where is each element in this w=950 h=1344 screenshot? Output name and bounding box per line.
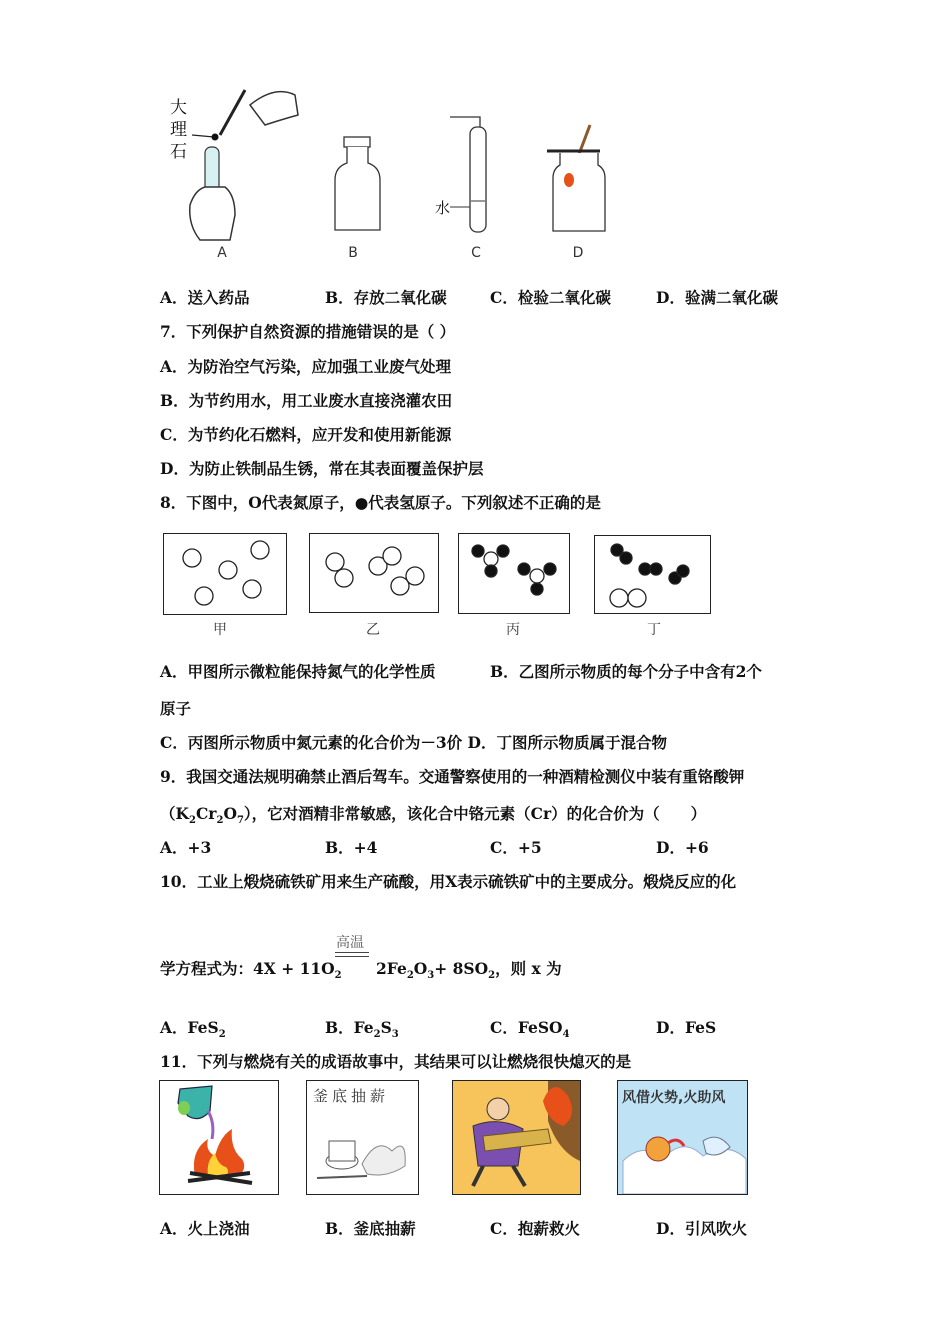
label-d: D xyxy=(572,245,584,261)
q8-stem: 8．下图中，O代表氮原子，●代表氢原子。下列叙述不正确的是 xyxy=(160,493,601,512)
apparatus-b-svg xyxy=(330,135,385,235)
apparatus-a-svg xyxy=(180,75,310,245)
label-b: B xyxy=(348,245,358,261)
box-label-ding: 丁 xyxy=(647,622,661,638)
label-marble: 大理石 xyxy=(170,98,187,162)
q9-stem-1: 9．我国交通法规明确禁止酒后驾车。交通警察使用的一种酒精检测仪中装有重铬酸钾 xyxy=(160,767,745,786)
q10-option-c[interactable]: C．FeSO$_4$ xyxy=(490,1018,570,1041)
molecule-bing-svg xyxy=(459,534,569,613)
picture-yinfeng-chuihuo xyxy=(617,1080,748,1195)
picture-baoxin-jiuhuo xyxy=(452,1080,581,1195)
q6-option-b[interactable]: B．存放二氧化碳 xyxy=(325,288,447,307)
q9-option-c[interactable]: C．+5 xyxy=(490,838,542,857)
q7-option-d[interactable]: D．为防止铁制品生锈，常在其表面覆盖保护层 xyxy=(160,459,484,478)
q10-option-a[interactable]: A．FeS$_2$ xyxy=(160,1018,226,1041)
q6-figure xyxy=(160,75,800,270)
q9-option-b[interactable]: B．+4 xyxy=(325,838,378,857)
box-label-jia: 甲 xyxy=(213,622,227,638)
q11-option-b[interactable]: B．釜底抽薪 xyxy=(325,1219,416,1238)
q11-stem: 11．下列与燃烧有关的成语故事中，其结果可以让燃烧很快熄灭的是 xyxy=(160,1052,632,1071)
box-label-bing: 丙 xyxy=(506,622,520,638)
molecule-box-jia xyxy=(163,533,287,615)
q11-option-c[interactable]: C．抱薪救火 xyxy=(490,1219,580,1238)
q10-option-b[interactable]: B．$Fe_2S_3$ xyxy=(325,1018,399,1041)
molecule-jia-svg xyxy=(164,534,286,614)
picture-fudi-chouxin xyxy=(306,1080,419,1195)
q10-equation-left: 学方程式为：$4X + 11O_2$ xyxy=(160,959,342,982)
q6-option-a[interactable]: A．送入药品 xyxy=(160,288,250,307)
q10-option-d[interactable]: D．FeS xyxy=(656,1018,717,1037)
label-water: 水 xyxy=(435,199,451,217)
q7-option-b[interactable]: B．为节约用水，用工业废水直接浇灌农田 xyxy=(160,391,453,410)
q11-option-a[interactable]: A．火上浇油 xyxy=(160,1219,250,1238)
q7-option-c[interactable]: C．为节约化石燃料，应开发和使用新能源 xyxy=(160,425,452,444)
fire-oil-svg xyxy=(160,1081,278,1194)
box-label-yi: 乙 xyxy=(366,622,380,638)
q10-equation-right: $2Fe_2O_3+ 8SO_2$，则 x 为 xyxy=(376,959,562,982)
q10-stem-1: 10．工业上煅烧硫铁矿用来生产硫酸，用X表示硫铁矿中的主要成分。煅烧反应的化 xyxy=(160,872,737,891)
label-c: C xyxy=(471,245,481,261)
molecule-box-ding xyxy=(594,535,711,614)
q7-stem: 7．下列保护自然资源的措施错误的是（ ） xyxy=(160,322,456,341)
q9-option-a[interactable]: A．+3 xyxy=(160,838,212,857)
molecule-box-yi xyxy=(309,533,439,613)
q8-options-cd[interactable]: C．丙图所示物质中氮元素的化合价为－3价 D．丁图所示物质属于混合物 xyxy=(160,733,667,752)
molecule-box-bing xyxy=(458,533,570,614)
q11-option-d[interactable]: D．引风吹火 xyxy=(656,1219,747,1238)
q6-option-c[interactable]: C．检验二氧化碳 xyxy=(490,288,611,307)
q8-option-b[interactable]: B．乙图所示物质的每个分子中含有2个 xyxy=(490,662,762,681)
q9-option-d[interactable]: D．+6 xyxy=(656,838,709,857)
molecule-yi-svg xyxy=(310,534,438,612)
picture-fire-oil xyxy=(159,1080,279,1195)
q8-option-b-cont: 原子 xyxy=(160,699,192,718)
q7-option-a[interactable]: A．为防治空气污染，应加强工业废气处理 xyxy=(160,357,452,376)
apparatus-c-svg xyxy=(440,113,500,238)
reaction-condition: 高温 xyxy=(336,935,364,951)
molecule-ding-svg xyxy=(595,536,710,613)
baoxin-jiuhuo-svg xyxy=(453,1081,580,1194)
yinfeng-chuihuo-title: 风借火势,火助风 xyxy=(622,1090,726,1106)
apparatus-d-svg xyxy=(545,123,615,235)
q8-option-a[interactable]: A．甲图所示微粒能保持氮气的化学性质 xyxy=(160,662,436,681)
fudi-chouxin-svg xyxy=(307,1106,418,1194)
q9-stem-2: $(K_2Cr_2O_7)$，它对酒精非常敏感，该化合中铬元素（Cr）的化合价为（ ） xyxy=(160,804,707,827)
fudi-chouxin-title: 釜底抽薪 xyxy=(313,1087,390,1105)
q6-option-d[interactable]: D．验满二氧化碳 xyxy=(656,288,778,307)
label-a: A xyxy=(217,245,227,261)
